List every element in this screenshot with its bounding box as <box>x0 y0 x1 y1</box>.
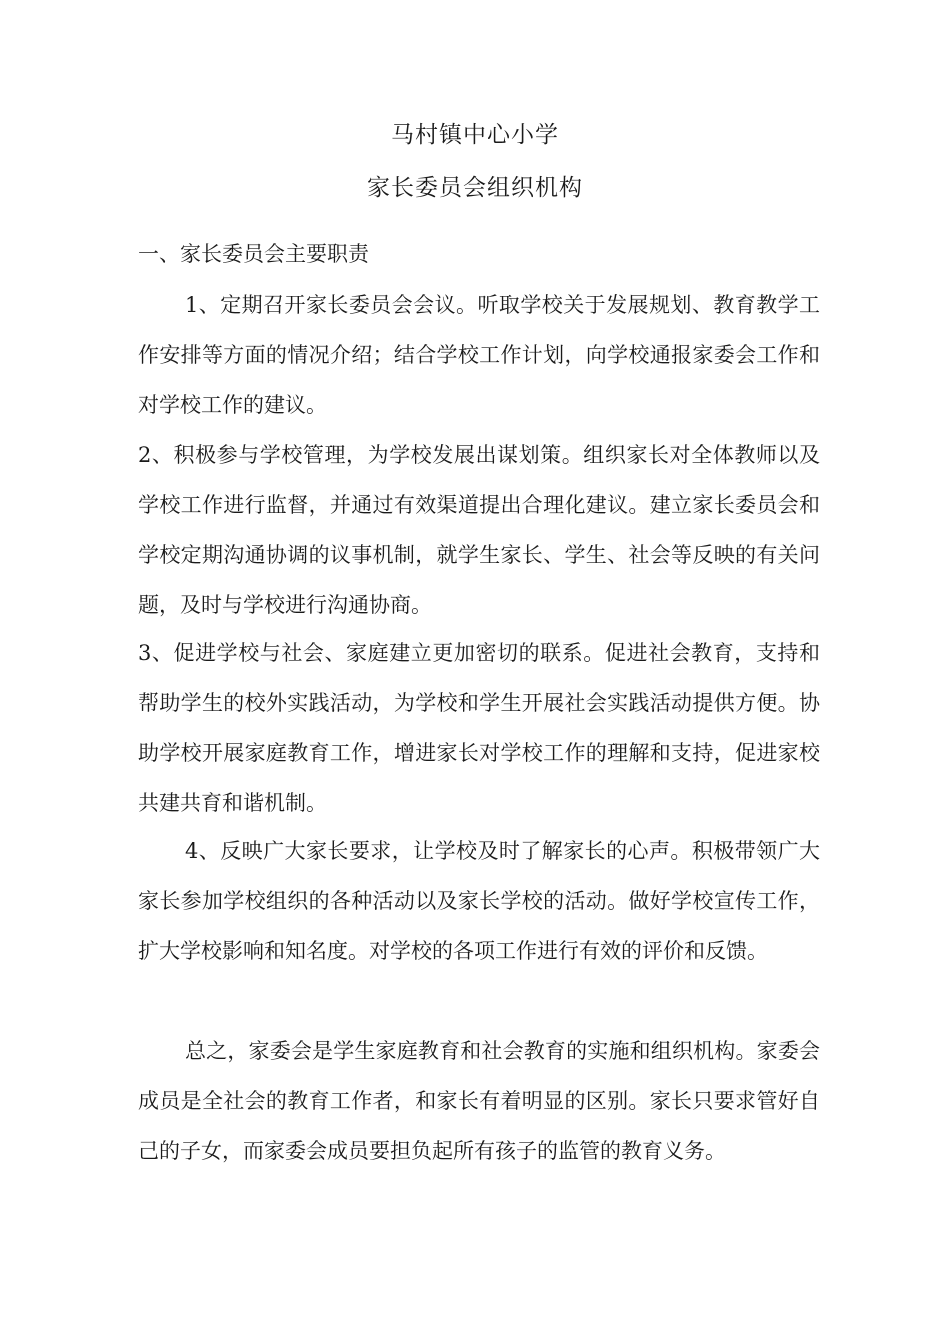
paragraph-duty-4: 4、反映广大家长要求，让学校及时了解家长的心声。积极带领广大家长参加学校组织的各种活动以及家长学校的活动。做好学校宣传工作，扩大学校影响和知名度。对学校的各项工作进行有效的评价和反馈。 <box>138 839 820 963</box>
paragraph-duty-2: 2、积极参与学校管理，为学校发展出谋划策。组织家长对全体教师以及学校工作进行监督，并通过有效渠道提出合理化建议。建立家长委员会和学校定期沟通协调的议事机制，就学生家长、学生、社会等反映的有关问题，及时与学校进行沟通协商。 <box>138 443 820 617</box>
paragraph-duty-3: 3、促进学校与社会、家庭建立更加密切的联系。促进社会教育，支持和帮助学生的校外实践活动，为学校和学生开展社会实践活动提供方便。协助学校开展家庭教育工作，增进家长对学校工作的理解和支持，促进家校共建共育和谐机制。 <box>138 641 820 815</box>
paragraph-summary: 总之，家委会是学生家庭教育和社会教育的实施和组织机构。家委会成员是全社会的教育工作者，和家长有着明显的区别。家长只要求管好自己的子女，而家委会成员要担负起所有孩子的监管的教育义务。 <box>138 1039 820 1163</box>
school-name: 马村镇中心小学 <box>391 122 559 148</box>
paragraph-duty-1: 1、定期召开家长委员会会议。听取学校关于发展规划、教育教学工作安排等方面的情况介绍；结合学校工作计划，向学校通报家委会工作和对学校工作的建议。 <box>138 293 820 417</box>
document-title: 家长委员会组织机构 <box>367 175 583 201</box>
section-heading: 一、家长委员会主要职责 <box>138 242 369 266</box>
